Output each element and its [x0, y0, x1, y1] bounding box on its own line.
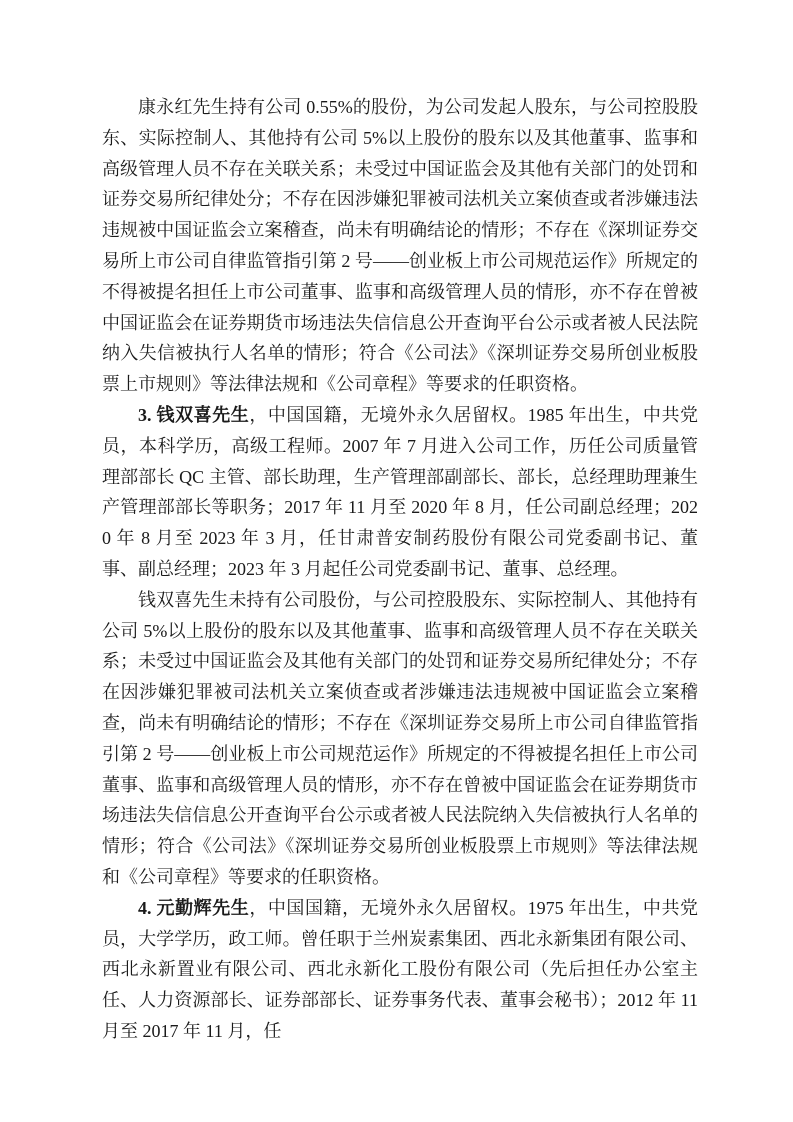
person-heading: 4. 元勤辉先生	[138, 897, 250, 918]
paragraph	[102, 400, 698, 585]
paragraph	[102, 92, 698, 400]
paragraph	[102, 585, 698, 893]
document-text-block	[102, 92, 698, 1047]
body-text-run: ，中国国籍，无境外永久居留权。1985 年出生，中共党员，本科学历，高级工程师。2007 年 7 月进入公司工作，历任公司质量管理部部长 QC 主管、部长助理，生产管理部副部长、部长，总经理助理兼生产管理部部长等职务；2017 年 11 月至 2020 年 8 月，任公司副总经理；2020 年 8 月至 2023 年 3 月，任甘肃普安制药股份有限公司党委副书记、董事、副总经理；2023 年 3 月起任公司党委副书记、董事、总经理。	[102, 404, 699, 579]
body-text-run: 康永红先生持有公司 0.55%的股份，为公司发起人股东，与公司控股股东、实际控制人、其他持有公司 5%以上股份的股东以及其他董事、监事和高级管理人员不存在关联关系；未受过中国证监会及其他有关部门的处罚和证券交易所纪律处分；不存在因涉嫌犯罪被司法机关立案侦查或者涉嫌违法违规被中国证监会立案稽查，尚未有明确结论的情形；不存在《深圳证券交易所上市公司自律监管指引第 2 号——创业板上市公司规范运作》所规定的不得被提名担任上市公司董事、监事和高级管理人员的情形，亦不存在曾被中国证监会在证券期货市场违法失信信息公开查询平台公示或者被人民法院纳入失信被执行人名单的情形；符合《公司法》《深圳证券交易所创业板股票上市规则》等法律法规和《公司章程》等要求的任职资格。	[102, 97, 698, 395]
body-text-run: ，中国国籍，无境外永久居留权。1975 年出生，中共党员，大学学历，政工师。曾任职于兰州炭素集团、西北永新集团有限公司、西北永新置业有限公司、西北永新化工股份有限公司（先后担任办公室主任、人力资源部长、证券部部长、证券事务代表、董事会秘书）；2012 年 11 月至 2017 年 11 月，任	[102, 897, 699, 1041]
person-heading: 3. 钱双喜先生	[138, 404, 250, 425]
body-text-run: 钱双喜先生未持有公司股份，与公司控股股东、实际控制人、其他持有公司 5%以上股份的股东以及其他董事、监事和高级管理人员不存在关联关系；未受过中国证监会及其他有关部门的处罚和证券交易所纪律处分；不存在因涉嫌犯罪被司法机关立案侦查或者涉嫌违法违规被中国证监会立案稽查，尚未有明确结论的情形；不存在《深圳证券交易所上市公司自律监管指引第 2 号——创业板上市公司规范运作》所规定的不得被提名担任上市公司董事、监事和高级管理人员的情形，亦不存在曾被中国证监会在证券期货市场违法失信信息公开查询平台公示或者被人民法院纳入失信被执行人名单的情形；符合《公司法》《深圳证券交易所创业板股票上市规则》等法律法规和《公司章程》等要求的任职资格。	[102, 589, 698, 887]
paragraph	[102, 893, 698, 1047]
